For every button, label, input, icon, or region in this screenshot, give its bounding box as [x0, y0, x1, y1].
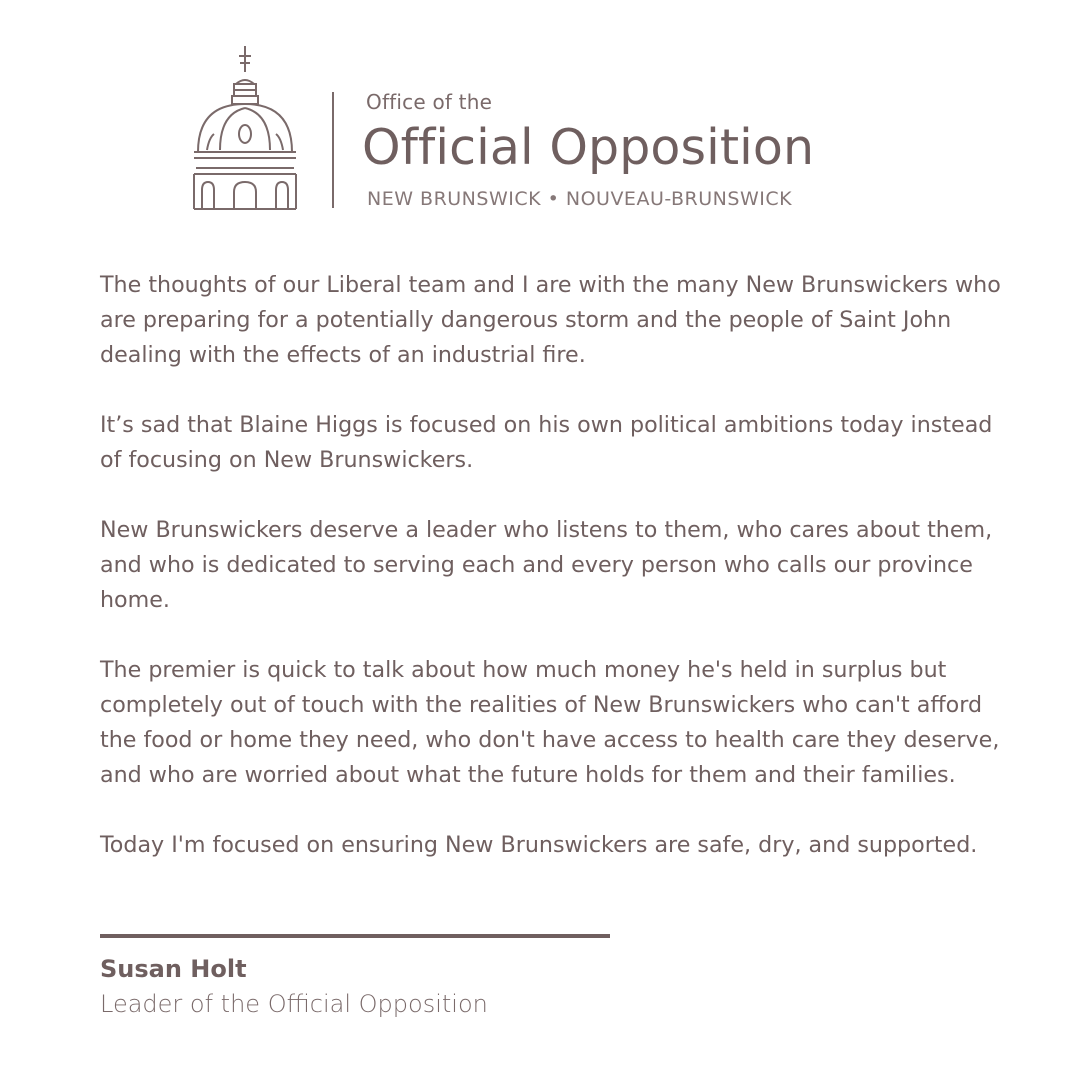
statement-paragraph: The premier is quick to talk about how much money he's held in surplus but completely out of touch with the realities of New Brunswickers who can't afford the food or home they need, who don't have access to health care they deserve, and who are worried about what the future holds for them and their families. [100, 657, 1000, 788]
statement-body [100, 268, 1010, 898]
legislature-dome-icon [190, 42, 306, 212]
header [190, 40, 900, 215]
organization-name: Official Opposition [362, 119, 815, 176]
signer-title: Leader of the Official Opposition [100, 990, 488, 1018]
statement-paragraph: The thoughts of our Liberal team and I are with the many New Brunswickers who are preparing for a potentially dangerous storm and the people of Saint John dealing with the effects of an industrial fire. [100, 272, 1001, 368]
province-label: NEW BRUNSWICK • NOUVEAU-BRUNSWICK [367, 188, 793, 210]
header-divider [332, 92, 334, 208]
statement-paragraph: It’s sad that Blaine Higgs is focused on his own political ambitions today instead of focusing on New Brunswickers. [100, 412, 993, 473]
office-of-label: Office of the [366, 90, 493, 114]
statement-paragraph: Today I'm focused on ensuring New Brunswickers are safe, dry, and supported. [100, 832, 978, 858]
statement-paragraph: New Brunswickers deserve a leader who listens to them, who cares about them, and who is dedicated to serving each and every person who calls our province home. [100, 517, 993, 613]
signature-rule [100, 934, 610, 938]
signer-name: Susan Holt [100, 955, 247, 983]
